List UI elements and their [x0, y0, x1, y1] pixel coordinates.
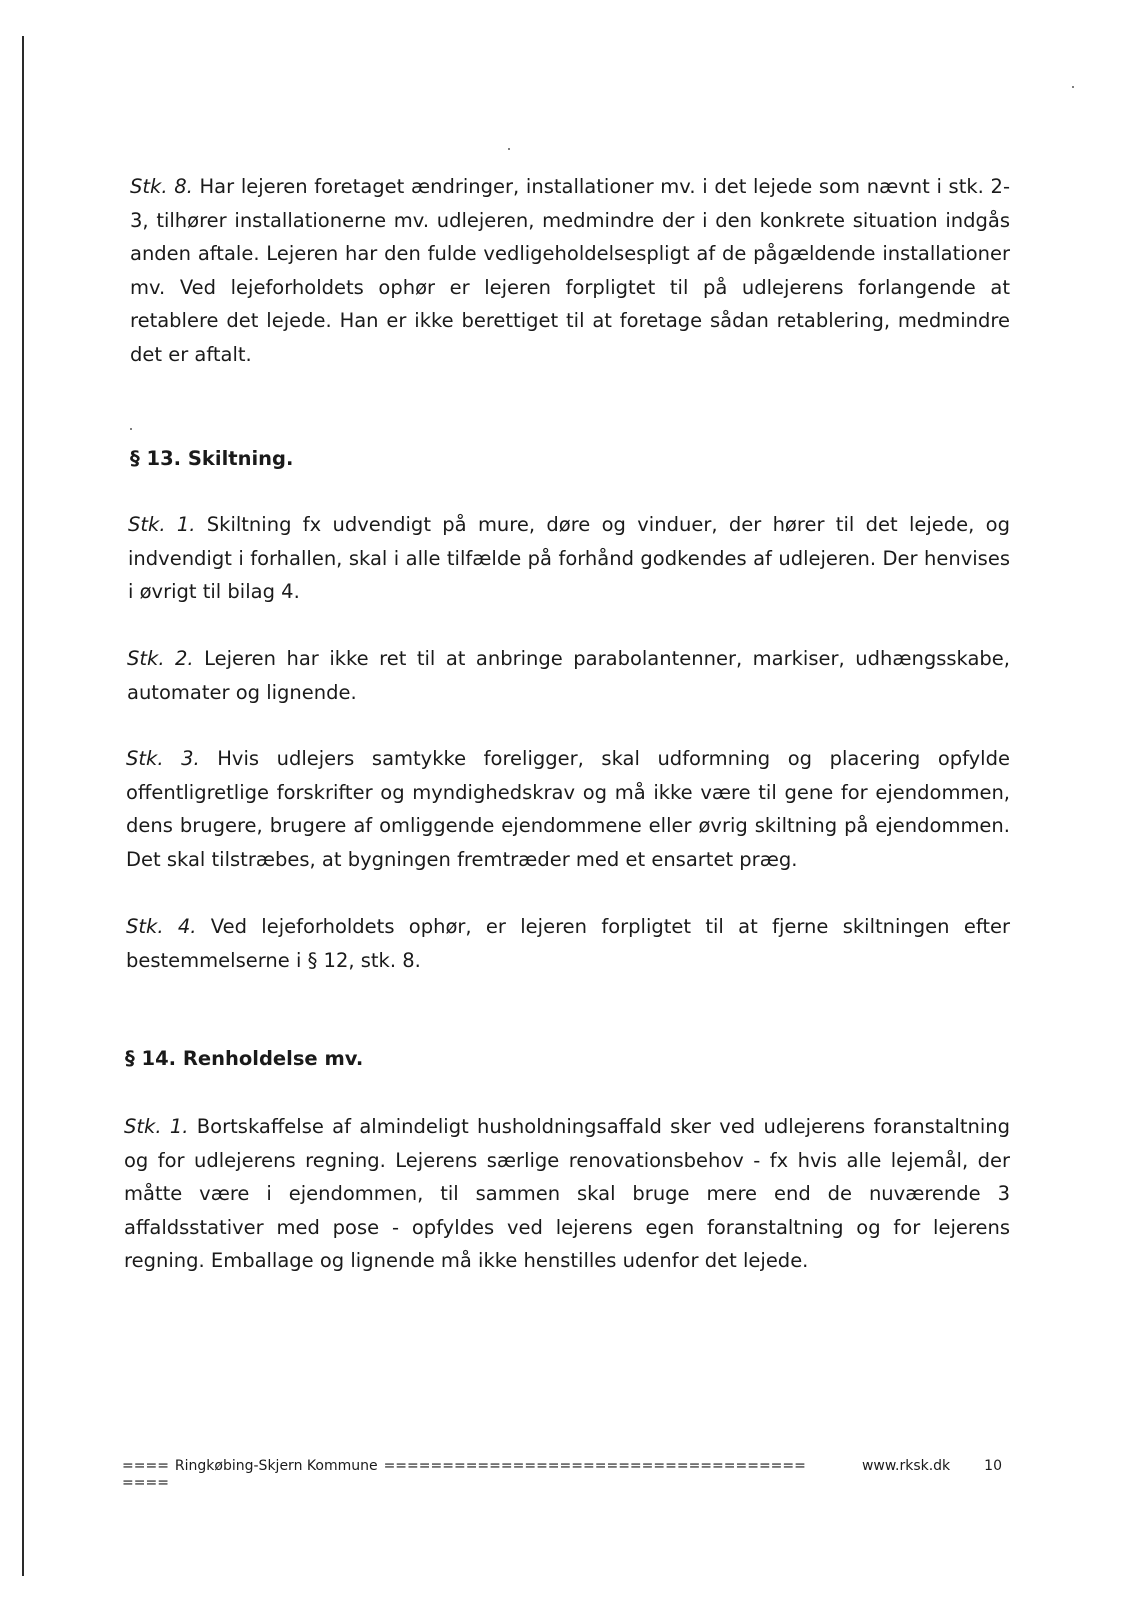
footer-separator: ==================================== — [383, 1458, 806, 1474]
scan-speck — [1072, 86, 1074, 88]
footer-prefix: ==== — [122, 1458, 169, 1474]
paragraph-text: Har lejeren foretaget ændringer, installationer mv. i det lejede som nævnt i stk. 2-3, tilhører installationerne mv. udlejeren, medmindre der i den konkrete situation indgås anden aftale. Lejeren har den fulde vedligeholdelsespligt af de pågældende installationer mv. Ved lejeforholdets ophør er lejeren forpligtet til på udlejerens forlangende at retablere det lejede. Han er ikke berettiget til at foretage sådan retablering, medmindre det er aftalt. — [130, 175, 1010, 366]
paragraph-text: Bortskaffelse af almindeligt husholdningsaffald sker ved udlejerens foranstaltning og for udlejerens regning. Lejerens særlige renovationsbehov - fx hvis alle lejemål, der måtte være i ejendommen, til sammen skal bruge mere end de nuværende 3 affaldsstativer med pose - opfyldes ved lejerens egen foranstaltning og for lejerens regning. Emballage og lignende må ikke henstilles udenfor det lejede. — [124, 1115, 1010, 1272]
section-13-stk-2-paragraph — [127, 642, 1010, 709]
section-13-stk-1-paragraph — [128, 508, 1010, 609]
stk-label: Stk. 3. — [126, 747, 200, 770]
section-14-stk-1-paragraph — [124, 1110, 1010, 1278]
stk-label: Stk. 1. — [124, 1115, 189, 1138]
page-number: 10 — [984, 1458, 1002, 1474]
stk-label: Stk. 8. — [130, 175, 193, 198]
scan-speck — [508, 148, 510, 150]
stk-label: Stk. 4. — [126, 915, 197, 938]
section-13-heading: § 13. Skiltning. — [130, 447, 294, 470]
footer-organization: Ringkøbing-Skjern Kommune — [174, 1458, 378, 1474]
paragraph-text: Ved lejeforholdets ophør, er lejeren forpligtet til at fjerne skiltningen efter bestemmelserne i § 12, stk. 8. — [126, 915, 1011, 972]
page-footer — [122, 1458, 1002, 1492]
scan-speck — [130, 428, 132, 430]
section-13-stk-3-paragraph — [126, 742, 1010, 876]
footer-line — [122, 1458, 1002, 1475]
paragraph-text: Skiltning fx udvendigt på mure, døre og vinduer, der hører til det lejede, og indvendigt i forhallen, skal i alle tilfælde på forhånd godkendes af udlejeren. Der henvises i øvrigt til bilag 4. — [128, 513, 1010, 603]
footer-second-line — [122, 1475, 1002, 1492]
footer-second-line-text: ==== — [122, 1475, 169, 1491]
section-14-heading: § 14. Renholdelse mv. — [125, 1047, 364, 1070]
paragraph-text: Lejeren har ikke ret til at anbringe parabolantenner, markiser, udhængsskabe, automater og lignende. — [127, 647, 1010, 704]
footer-website: www.rksk.dk — [861, 1458, 951, 1474]
section-12-stk-8-paragraph — [130, 170, 1010, 371]
paragraph-text: Hvis udlejers samtykke foreligger, skal udformning og placering opfylde offentligretlige forskrifter og myndighedskrav og må ikke være til gene for ejendommen, dens brugere, brugere af omliggende ejendommene eller øvrig skiltning på ejendommen. Det skal tilstræbes, at bygningen fremtræder med et ensartet præg. — [126, 747, 1010, 871]
stk-label: Stk. 1. — [128, 513, 196, 536]
stk-label: Stk. 2. — [127, 647, 194, 670]
scan-edge-line — [22, 36, 24, 1576]
section-13-stk-4-paragraph — [126, 910, 1010, 977]
